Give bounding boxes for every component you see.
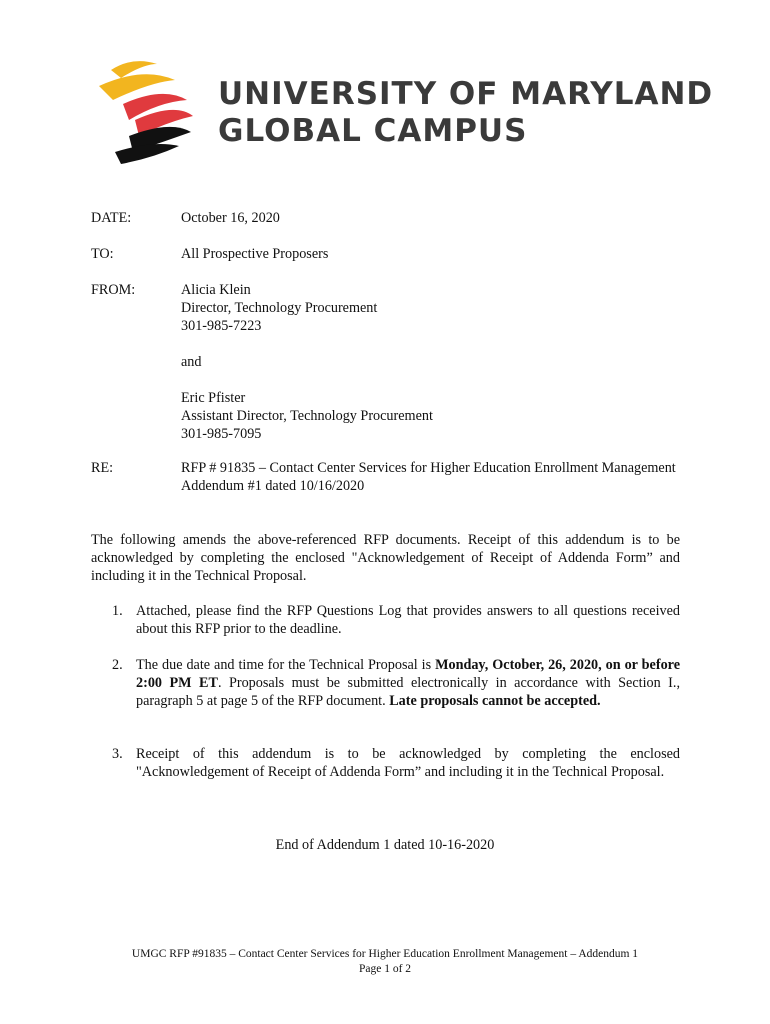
footer-title: UMGC RFP #91835 – Contact Center Services for Higher Education Enrollment Management – Addendum 1 xyxy=(131,948,639,960)
date-value: October 16, 2020 xyxy=(181,210,280,226)
from-title-2: Assistant Director, Technology Procurement xyxy=(181,408,433,424)
from-phone-1: 301-985-7223 xyxy=(181,318,262,334)
list-item-text: Attached, please find the RFP Questions Log that provides answers to all questions received about this RFP prior to the deadline. xyxy=(136,603,680,637)
logo-wordmark xyxy=(218,76,713,150)
from-name-1: Alicia Klein xyxy=(181,282,251,298)
page-footer xyxy=(0,947,770,977)
umgc-logo xyxy=(93,56,714,168)
from-phone-2: 301-985-7095 xyxy=(181,426,262,442)
globe-stripes-icon xyxy=(93,56,213,168)
list-item-number: 1. xyxy=(112,603,123,619)
date-label: DATE: xyxy=(91,210,132,226)
from-label: FROM: xyxy=(91,282,136,298)
re-addendum: Addendum #1 dated 10/16/2020 xyxy=(181,478,365,494)
re-title: RFP # 91835 – Contact Center Services for Higher Education Enrollment Management xyxy=(181,460,676,476)
from-name-2: Eric Pfister xyxy=(181,390,246,406)
late-proposals-emphasis: Late proposals cannot be accepted. xyxy=(389,693,601,709)
end-of-addendum-note: End of Addendum 1 dated 10-16-2020 xyxy=(275,837,495,853)
list-item-text xyxy=(136,656,680,710)
to-value: All Prospective Proposers xyxy=(181,246,329,262)
list-item-number: 2. xyxy=(112,657,123,673)
from-title-1: Director, Technology Procurement xyxy=(181,300,378,316)
intro-paragraph: The following amends the above-referenced RFP documents. Receipt of this addendum is to be acknowledged by completing the enclosed "Acknowledgement of Receipt of Addenda Form” and including it in the Technical Proposal. xyxy=(91,532,680,584)
list-item-text: Receipt of this addendum is to be acknowledged by completing the enclosed "Acknowledgement of Receipt of Addenda Form” and including it in the Technical Proposal. xyxy=(136,746,680,780)
re-label: RE: xyxy=(91,460,114,476)
to-label: TO: xyxy=(91,246,114,262)
item-2-text-part-2: . Proposals must be submitted electronically in accordance with Section I., paragraph 5 at page 5 of the RFP document. xyxy=(136,675,680,709)
item-2-text-part-1: The due date and time for the Technical Proposal is xyxy=(136,657,436,673)
from-and: and xyxy=(181,354,202,370)
list-item-number: 3. xyxy=(112,746,123,762)
due-date-emphasis: Monday, October, 26, 2020, on or before 2:00 PM ET xyxy=(136,657,681,691)
logo-line-1: UNIVERSITY OF MARYLAND xyxy=(218,76,714,112)
logo-line-2: GLOBAL CAMPUS xyxy=(218,113,528,149)
page-number: Page 1 of 2 xyxy=(358,963,412,975)
